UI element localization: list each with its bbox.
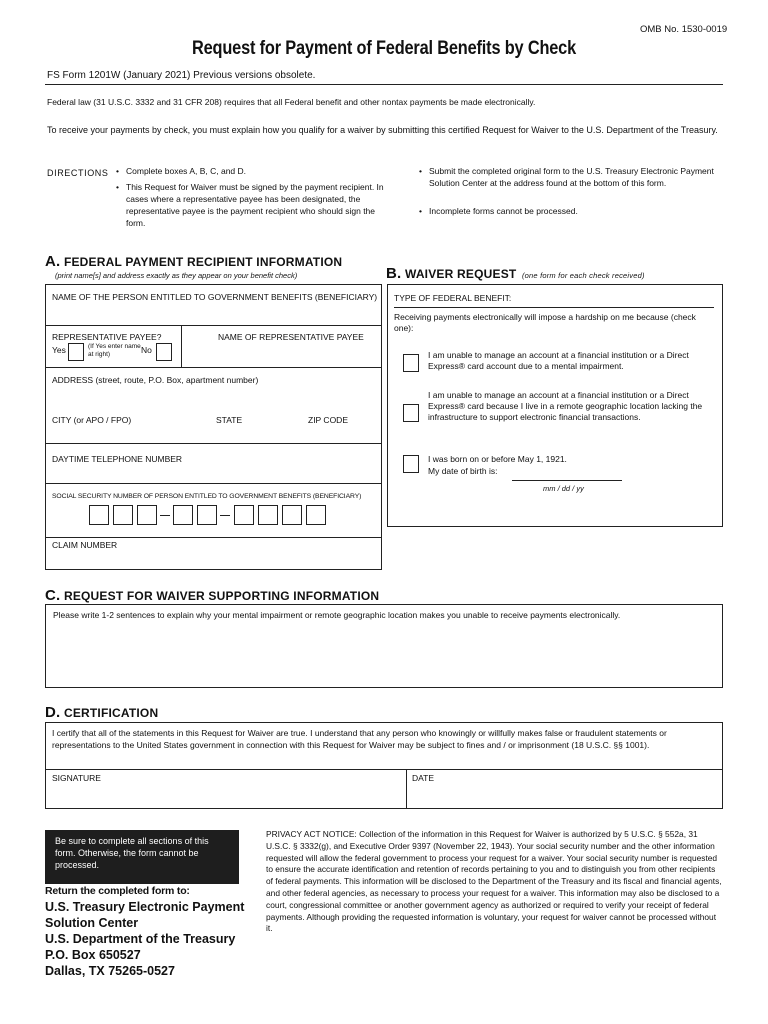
completion-notice-text: Be sure to complete all sections of this form. Otherwise, the form cannot be processed.: [55, 836, 209, 870]
return-label: Return the completed form to:: [45, 885, 190, 897]
hardship-text: Receiving payments electronically will impose a hardship on me because (check one):: [394, 312, 696, 333]
column-divider: [406, 769, 407, 808]
row-divider: [46, 537, 381, 538]
column-divider: [181, 325, 182, 367]
date-field[interactable]: DATE: [412, 773, 435, 783]
ssn-digit-box[interactable]: [197, 505, 217, 525]
address-line: P.O. Box 650527: [45, 948, 141, 962]
remote-location-checkbox[interactable]: [403, 404, 419, 422]
born-before-1921-checkbox[interactable]: [403, 455, 419, 473]
zip-field[interactable]: ZIP CODE: [308, 415, 348, 425]
row-divider: [46, 769, 722, 770]
header-rule: [45, 84, 723, 85]
yes-label: Yes: [52, 345, 66, 355]
claim-number-field[interactable]: CLAIM NUMBER: [52, 540, 118, 550]
section-a-letter: A.: [45, 253, 61, 270]
ssn-digit-box[interactable]: [282, 505, 302, 525]
waiver-explanation: To receive your payments by check, you must explain how you qualify for a waiver by submitting this certified Request for Waiver to the U.S. Department of the Treasury.: [47, 125, 718, 135]
section-d-title: CERTIFICATION: [63, 706, 159, 720]
address-line: Dallas, TX 75265-0527: [45, 964, 175, 978]
address-field[interactable]: ADDRESS (street, route, P.O. Box, apartment number): [52, 375, 259, 385]
ssn-digit-box[interactable]: [113, 505, 133, 525]
certification-text: I certify that all of the statements in this Request for Waiver are true. I understand that any person who knowingly or willfully makes false or fraudulent statements or representations to the United States government in connection with this Request for Waiver may be subject to fines and / or imprisonment (18 U.S.C. §§ 1001).: [52, 728, 667, 750]
section-b-note: (one form for each check received): [521, 271, 645, 280]
benefit-type-label: TYPE OF FEDERAL BENEFIT:: [394, 293, 512, 303]
ssn-digit-box[interactable]: [306, 505, 326, 525]
section-d-letter: D.: [45, 704, 61, 721]
ssn-digit-box[interactable]: [258, 505, 278, 525]
dob-label: My date of birth is:: [428, 466, 498, 476]
option-remote-location: I am unable to manage an account at a financial institution or a Direct Express® card because I live in a remote geographic location lacking the infrastructure to support electronic financial transactions.: [428, 390, 703, 422]
row-divider: [46, 483, 381, 484]
beneficiary-name-field[interactable]: NAME OF THE PERSON ENTITLED TO GOVERNMENT BENEFITS (BENEFICIARY): [52, 292, 378, 302]
dob-line[interactable]: [512, 480, 622, 481]
city-field[interactable]: CITY (or APO / FPO): [52, 415, 132, 425]
ssn-digit-box[interactable]: [234, 505, 254, 525]
section-a-box: [45, 284, 382, 570]
ssn-label: SOCIAL SECURITY NUMBER OF PERSON ENTITLED TO GOVERNMENT BENEFITS (BENEFICIARY): [52, 493, 362, 500]
yes-note: (If Yes enter name at right): [88, 343, 141, 358]
direction-item: • Submit the completed original form to the U.S. Treasury Electronic Payment Solution Center at the address found at the bottom of this form.: [429, 165, 719, 189]
section-c-title: REQUEST FOR WAIVER SUPPORTING INFORMATION: [63, 589, 380, 603]
form-title: Request for Payment of Federal Benefits by Check: [191, 38, 577, 59]
rep-payee-label: REPRESENTATIVE PAYEE?: [52, 332, 162, 342]
address-line: U.S. Treasury Electronic Payment: [45, 900, 245, 914]
benefit-type-line[interactable]: [394, 307, 714, 308]
direction-item: • Incomplete forms cannot be processed.: [429, 205, 719, 217]
rep-payee-yes-checkbox[interactable]: [68, 343, 84, 361]
ssn-digit-box[interactable]: [173, 505, 193, 525]
section-c-letter: C.: [45, 587, 61, 604]
form-id: FS Form 1201W (January 2021) Previous versions obsolete.: [47, 70, 316, 81]
dob-format: mm / dd / yy: [543, 484, 584, 493]
phone-field[interactable]: DAYTIME TELEPHONE NUMBER: [52, 454, 183, 464]
privacy-act-notice: PRIVACY ACT NOTICE: Collection of the information in this Request for Waiver is authorized by 5 U.S.C. § 552a, 31 U.S.C. § 3332(g), and Executive Order 9397 (November 22, 1943). Your social security number and the other information requested will allow the federal government to process your request for a waiver. Your social security number is requested to ensure the accurate identification and retention of records pertaining to you and to distinguish you from other recipients of federal payments. This information will be disclosed to the Department of the Treasury and its fiscal and financial agents, and other federal agencies, as necessary to process your request for a waiver. This information may also be disclosed to a court, congressional committee or another government agency as authorized or required to verify your receipt of federal payments. Although providing the requested information is voluntary, your request for waiver cannot be processed without it.: [266, 829, 722, 934]
section-a-heading: [45, 253, 342, 270]
federal-law-text: Federal law (31 U.S.C. 3332 and 31 CFR 208) requires that all Federal benefit and other nontax payments be made electronically.: [47, 97, 536, 107]
no-label: No: [141, 345, 152, 355]
section-a-note: (print name[s] and address exactly as they appear on your benefit check): [55, 271, 298, 280]
directions-label: DIRECTIONS: [47, 168, 109, 178]
option-born-before: I was born on or before May 1, 1921.: [428, 454, 567, 464]
ssn-dash: [220, 515, 230, 516]
omb-number: OMB No. 1530-0019: [640, 24, 728, 35]
ssn-digit-box[interactable]: [137, 505, 157, 525]
completion-notice: [45, 830, 239, 884]
section-c-heading: [45, 587, 379, 604]
state-field[interactable]: STATE: [216, 415, 243, 425]
section-b-letter: B.: [386, 265, 402, 282]
row-divider: [46, 443, 381, 444]
section-a-title: FEDERAL PAYMENT RECIPIENT INFORMATION: [63, 255, 343, 269]
ssn-dash: [160, 515, 170, 516]
section-b-title: WAIVER REQUEST: [404, 267, 517, 281]
section-d-heading: [45, 704, 158, 721]
supporting-info-prompt: Please write 1-2 sentences to explain why your mental impairment or remote geographic location makes you unable to receive payments electronically.: [53, 610, 621, 620]
mental-impairment-checkbox[interactable]: [403, 354, 419, 372]
address-line: Solution Center: [45, 916, 139, 930]
option-mental-impairment: I am unable to manage an account at a financial institution or a Direct Express® card account due to a mental impairment.: [428, 350, 689, 371]
return-address: [45, 899, 244, 979]
rep-payee-name-field[interactable]: NAME OF REPRESENTATIVE PAYEE: [218, 332, 364, 342]
signature-field[interactable]: SIGNATURE: [52, 773, 101, 783]
rep-payee-no-checkbox[interactable]: [156, 343, 172, 361]
section-b-heading: [386, 265, 645, 282]
ssn-digit-box[interactable]: [89, 505, 109, 525]
address-line: U.S. Department of the Treasury: [45, 932, 236, 946]
direction-item: • Complete boxes A, B, C, and D.: [126, 165, 386, 177]
row-divider: [46, 367, 381, 368]
row-divider: [46, 325, 381, 326]
direction-item: • This Request for Waiver must be signed by the payment recipient. In cases where a representative payee has been designated, the representative payee is the payment recipient who should sign the form.: [126, 181, 384, 229]
